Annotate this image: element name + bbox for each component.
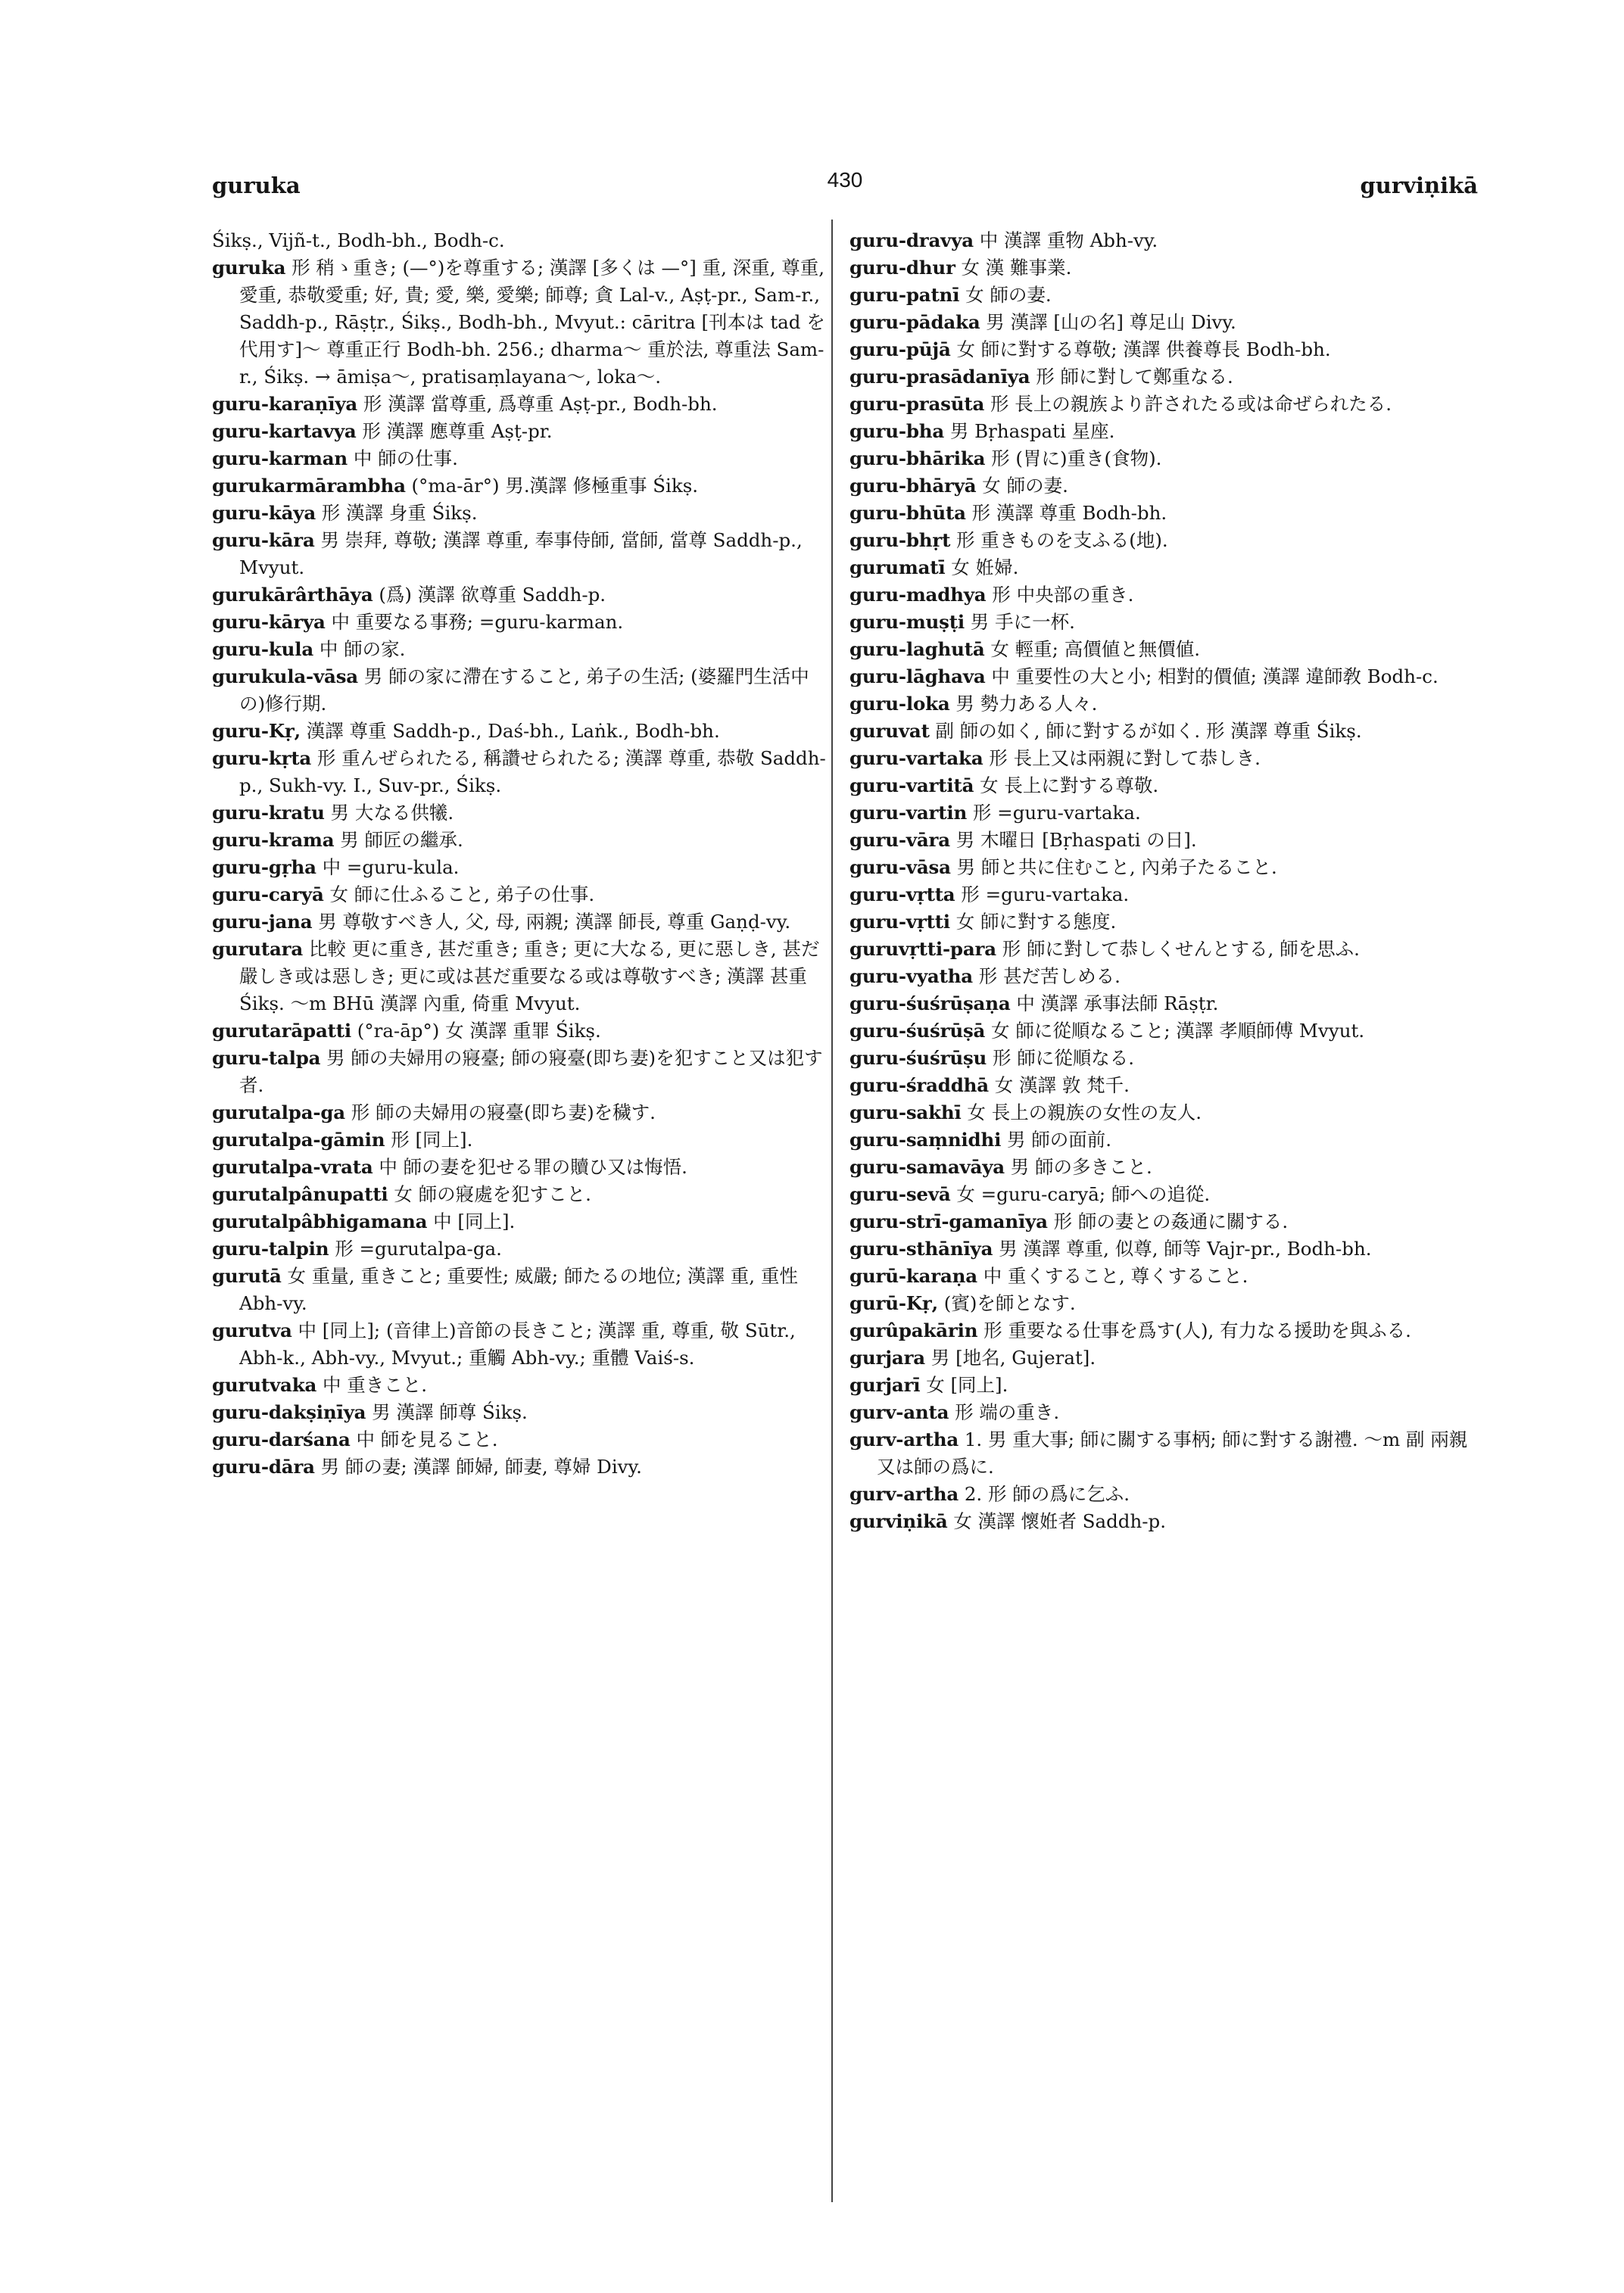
dictionary-entry <box>849 1017 1470 1045</box>
entry-headword: guru-dhur <box>849 257 955 279</box>
entry-headword: guru-dravya <box>849 229 974 251</box>
dictionary-entry <box>212 472 833 500</box>
entry-definition: 形 =guru-vartaka. <box>972 802 1141 824</box>
dictionary-entry <box>212 1426 833 1453</box>
dictionary-entry <box>212 1453 833 1481</box>
dictionary-entry <box>212 391 833 418</box>
entry-headword: guru-kāya <box>212 502 316 524</box>
dictionary-entry <box>849 1426 1470 1481</box>
entry-definition: 中 重くすること, 尊くすること. <box>983 1265 1248 1287</box>
entry-headword: guru-vartin <box>849 802 968 824</box>
entry-headword: gurjara <box>849 1347 925 1369</box>
entry-headword: gurv-anta <box>849 1401 949 1423</box>
entry-definition: 中 重要なる事務; =guru-karman. <box>331 611 624 633</box>
entry-definition: 形 長上又は兩親に對して恭しき. <box>989 747 1261 769</box>
entry-definition: 形 中央部の重き. <box>992 584 1134 606</box>
entry-definition: 形 =guru-vartaka. <box>961 883 1130 905</box>
entry-headword: gurutarāpatti <box>212 1020 351 1042</box>
entry-headword: guru-kula <box>212 638 314 660</box>
dictionary-entry <box>212 1263 833 1317</box>
entry-definition: 女 師に對する態度. <box>955 911 1117 933</box>
entry-headword: guru-dakṣiṇīya <box>212 1401 366 1423</box>
entry-definition: (°ra-āp°) 女 漢譯 重罪 Śikṣ. <box>357 1020 601 1042</box>
entry-definition: 中 師を見ること. <box>356 1428 498 1450</box>
entry-definition: 形 重んぜられたる, 稱讚せられたる; 漢譯 尊重, 恭敬 Saddh-p., Sukh-vy. I., Suv-pr., Śikṣ. <box>239 747 826 796</box>
dictionary-entry <box>849 772 1470 799</box>
entry-definition: 女 師の寢處を犯すこと. <box>394 1183 591 1205</box>
dictionary-entry <box>849 1072 1470 1099</box>
entry-definition: 男 師の夫婦用の寢臺; 師の寢臺(即ち妻)を犯すこと又は犯す者. <box>239 1047 823 1096</box>
dictionary-entry <box>849 854 1470 881</box>
entry-definition: (爲) 漢譯 欲尊重 Saddh-p. <box>379 584 606 606</box>
entry-headword: guru-śuśrūṣaṇa <box>849 992 1011 1014</box>
entry-definition: 形 (胃に)重き(食物). <box>991 447 1162 469</box>
dictionary-entry <box>212 908 833 936</box>
entry-definition: 形 重要なる仕事を爲す(人), 有力なる援助を與ふる. <box>983 1319 1411 1341</box>
dictionary-entry <box>849 309 1470 336</box>
entry-headword: guru-samavāya <box>849 1156 1005 1178</box>
dictionary-entry <box>212 1372 833 1399</box>
entry-headword: guru-pūjā <box>849 338 951 360</box>
entry-headword: guru-madhya <box>849 584 987 606</box>
dictionary-entry <box>212 609 833 636</box>
entry-headword: guru-muṣṭi <box>849 611 965 633</box>
entry-headword: guru-pādaka <box>849 311 980 333</box>
dictionary-entry <box>849 827 1470 854</box>
dictionary-entry <box>212 1154 833 1181</box>
dictionary-entry <box>849 1235 1470 1263</box>
entry-headword: guru-vyatha <box>849 965 973 987</box>
entry-definition: (賓)を師となす. <box>943 1292 1076 1314</box>
entry-headword: guru-bhārika <box>849 447 986 469</box>
entry-headword: guru-laghutā <box>849 638 985 660</box>
entry-headword: guru-gṛha <box>212 856 316 878</box>
entry-definition: 形 師に對して鄭重なる. <box>1036 366 1233 388</box>
entry-headword: guru-talpin <box>212 1238 329 1260</box>
entry-definition: 男 漢譯 [山の名] 尊足山 Divy. <box>986 311 1236 333</box>
entry-definition: 女 長上に對する尊敬. <box>980 774 1159 796</box>
entry-definition: 中 師の妻を犯せる罪の贖ひ又は悔悟. <box>379 1156 687 1178</box>
entry-headword: guru-vāra <box>849 829 950 851</box>
dictionary-entry <box>849 1399 1470 1426</box>
right-column <box>849 227 1470 1535</box>
entry-definition: 形 師に對して恭しくせんとする, 師を思ふ. <box>1002 938 1360 960</box>
dictionary-entry <box>849 391 1470 418</box>
entry-headword: gurutalpa-vrata <box>212 1156 373 1178</box>
entry-definition: 男 師の家に滯在すること, 弟子の生活; (婆羅門生活中の)修行期. <box>239 665 809 715</box>
entry-headword: guru-vṛtti <box>849 911 950 933</box>
dictionary-entry <box>849 1181 1470 1208</box>
entry-headword: guru-dāra <box>212 1456 315 1478</box>
dictionary-entry <box>849 636 1470 663</box>
entry-definition: 男 崇拜, 尊敬; 漢譯 尊重, 奉事侍師, 當師, 當尊 Saddh-p., Mvyut. <box>239 529 803 578</box>
dictionary-entry <box>212 881 833 908</box>
dictionary-entry <box>212 418 833 445</box>
page-header <box>212 168 1478 203</box>
dictionary-entry <box>212 527 833 581</box>
dictionary-entry <box>849 1208 1470 1235</box>
entry-definition: 女 師に從順なること; 漢譯 孝順師傅 Mvyut. <box>991 1020 1365 1042</box>
dictionary-entry <box>849 609 1470 636</box>
dictionary-entry <box>849 690 1470 718</box>
dictionary-entry <box>849 1344 1470 1372</box>
entry-definition: 中 漢譯 重物 Abh-vy. <box>979 229 1158 251</box>
entry-definition: 女 [同上]. <box>926 1374 1008 1396</box>
dictionary-entry <box>849 663 1470 690</box>
entry-definition: 男 勢力ある人々. <box>955 693 1098 715</box>
entry-definition: 女 漢譯 懷姙者 Saddh-p. <box>953 1510 1167 1532</box>
entry-headword: guru-sthānīya <box>849 1238 993 1260</box>
entry-headword: guru-sevā <box>849 1183 951 1205</box>
dictionary-entry <box>849 254 1470 282</box>
entry-headword: gurjarī <box>849 1374 921 1396</box>
entry-definition: (°ma-ār°) 男.漢譯 修極重事 Śikṣ. <box>411 475 699 497</box>
dictionary-entry <box>849 745 1470 772</box>
dictionary-entry <box>212 1181 833 1208</box>
entry-definition: 中 師の仕事. <box>353 447 458 469</box>
entry-definition: 女 長上の親族の女性の友人. <box>967 1101 1202 1123</box>
dictionary-entry <box>212 936 833 1017</box>
entry-definition: 中 師の家. <box>319 638 406 660</box>
entry-definition: 中 [同上]. <box>433 1210 516 1232</box>
entry-definition: 男 師の多きこと. <box>1010 1156 1152 1178</box>
dictionary-entry <box>212 827 833 854</box>
entry-definition: 中 [同上]; (音律上)音節の長きこと; 漢譯 重, 尊重, 敬 Sūtr., Abh-k., Abh-vy., Mvyut.; 重觸 Abh-vy.; 重體 Vaiś-s. <box>239 1319 796 1369</box>
entry-headword: gurū-Kṛ, <box>849 1292 938 1314</box>
dictionary-entry <box>212 500 833 527</box>
dictionary-entry <box>849 1317 1470 1344</box>
entry-headword: guru-strī-gamanīya <box>849 1210 1048 1232</box>
dictionary-entry <box>849 581 1470 609</box>
dictionary-entry <box>849 1045 1470 1072</box>
dictionary-entry <box>849 990 1470 1017</box>
dictionary-entry <box>212 1126 833 1154</box>
entry-definition: 形 =gurutalpa-ga. <box>335 1238 502 1260</box>
dictionary-entry <box>849 363 1470 391</box>
entry-headword: guru-kārya <box>212 611 326 633</box>
dictionary-entry <box>212 799 833 827</box>
entry-headword: guru-vartitā <box>849 774 974 796</box>
entry-definition: 副 師の如く, 師に對するが如く. 形 漢譯 尊重 Śikṣ. <box>935 720 1362 742</box>
dictionary-entry <box>849 799 1470 827</box>
entry-definition: 男 師と共に住むこと, 內弟子たること. <box>956 856 1277 878</box>
dictionary-entry <box>849 227 1470 254</box>
entry-definition: 中 漢譯 承事法師 Rāṣṭr. <box>1016 992 1219 1014</box>
entry-definition: 形 重きものを支ふる(地). <box>956 529 1168 551</box>
entry-headword: guru-talpa <box>212 1047 321 1069</box>
entry-headword: guru-Kṛ, <box>212 720 301 742</box>
entry-headword: guru-bha <box>849 420 945 442</box>
entry-definition: 女 師の妻. <box>965 284 1052 306</box>
entry-definition: 形 [同上]. <box>391 1129 473 1151</box>
entry-definition: 形 師の夫婦用の寢臺(即ち妻)を穢す. <box>351 1101 656 1123</box>
entry-headword: guru-śuśrūṣu <box>849 1047 987 1069</box>
dictionary-entry <box>849 1099 1470 1126</box>
entry-definition: 女 姙婦. <box>951 556 1019 578</box>
entry-headword: guru-kratu <box>212 802 325 824</box>
entry-headword: guru-bhṛt <box>849 529 951 551</box>
entry-headword: guru-prasūta <box>849 393 985 415</box>
entry-definition: 男 師の妻; 漢譯 師婦, 師妻, 尊婦 Divy. <box>320 1456 642 1478</box>
entry-definition: 形 師の妻との姦通に關する. <box>1053 1210 1289 1232</box>
dictionary-entry <box>849 527 1470 554</box>
dictionary-entry <box>849 936 1470 963</box>
entry-definition: 2. 形 師の爲に乞ふ. <box>964 1483 1130 1505</box>
entry-headword: gurumatī <box>849 556 946 578</box>
entry-headword: guru-caryā <box>212 883 324 905</box>
entry-headword: guru-saṃnidhi <box>849 1129 1002 1151</box>
entry-headword: gurutalpa-ga <box>212 1101 345 1123</box>
entry-headword: guru-lāghava <box>849 665 986 687</box>
entry-definition: 形 長上の親族より許されたる或は命ぜられたる. <box>990 393 1392 415</box>
entry-headword: guru-sakhī <box>849 1101 962 1123</box>
entry-headword: gurutva <box>212 1319 292 1341</box>
dictionary-entry <box>212 718 833 745</box>
entry-headword: guruka <box>212 257 286 279</box>
entry-definition: 男 尊敬すべき人, 父, 母, 兩親; 漢譯 師長, 尊重 Gaṇḍ-vy. <box>318 911 791 933</box>
entry-headword: guru-krama <box>212 829 335 851</box>
entry-headword: gurv-artha <box>849 1483 959 1505</box>
entry-definition: 1. 男 重大事; 師に關する事柄; 師に對する謝禮. ～m 副 兩親又は師の爲に. <box>877 1428 1468 1478</box>
entry-definition: 女 重量, 重きこと; 重要性; 威嚴; 師たるの地位; 漢譯 重, 重性 Abh-vy. <box>239 1265 798 1314</box>
entry-headword: guru-darśana <box>212 1428 351 1450</box>
entry-headword: gurutalpa-gāmin <box>212 1129 385 1151</box>
dictionary-entry <box>849 282 1470 309</box>
entry-headword: guru-śraddhā <box>849 1074 989 1096</box>
dictionary-entry <box>212 254 833 391</box>
dictionary-entry <box>849 1126 1470 1154</box>
entry-definition: Śikṣ., Vijñ-t., Bodh-bh., Bodh-c. <box>212 229 505 251</box>
entry-headword: guru-kṛta <box>212 747 312 769</box>
entry-definition: 女 輕重; 高價値と無價値. <box>990 638 1200 660</box>
entry-definition: 男 師匠の繼承. <box>340 829 463 851</box>
entry-definition: 男 漢譯 尊重, 似尊, 師等 Vajr-pr., Bodh-bh. <box>999 1238 1372 1260</box>
dictionary-entry <box>849 881 1470 908</box>
entry-headword: gurutā <box>212 1265 282 1287</box>
entry-headword: guruvat <box>849 720 930 742</box>
entry-headword: gurûpakārin <box>849 1319 978 1341</box>
dictionary-entry <box>849 718 1470 745</box>
entry-definition: 形 稍ゝ重き; (—°)を尊重する; 漢譯 [多くは —°] 重, 深重, 尊重, 愛重, 恭敬愛重; 好, 貴; 愛, 樂, 愛樂; 師尊; 貪 Lal-v., Aṣṭ-pr., Sam-r., Saddh-p., Rāṣṭr., Śikṣ., Bodh-bh., Mvyut.: cāritra [刊本は tad を代用す]～ 尊重正行 Bodh-bh. 256.; dharma～ 重於法, 尊重法 Sam-r., Śikṣ. → āmiṣa～, pratisaṃlayana～, loka～. <box>239 257 825 388</box>
entry-definition: 男 師の面前. <box>1007 1129 1112 1151</box>
dictionary-entry <box>212 1235 833 1263</box>
entry-definition: 中 重要性の大と小; 相對的價値; 漢譯 違師敎 Bodh-c. <box>991 665 1439 687</box>
entry-headword: guru-śuśrūṣā <box>849 1020 986 1042</box>
dictionary-entry <box>212 1045 833 1099</box>
dictionary-entry <box>212 854 833 881</box>
entry-headword: gurukārârthāya <box>212 584 373 606</box>
entry-headword: guru-prasādanīya <box>849 366 1030 388</box>
entry-headword: gurv-artha <box>849 1428 959 1450</box>
entry-definition: 男 手に一杯. <box>970 611 1075 633</box>
entry-definition: 形 師に從順なる. <box>992 1047 1135 1069</box>
dictionary-entry <box>212 636 833 663</box>
entry-headword: guru-kartavya <box>212 420 357 442</box>
dictionary-entry <box>212 1099 833 1126</box>
entry-definition: 女 漢譯 敦 梵千. <box>994 1074 1130 1096</box>
entry-definition: 男 木曜日 [Bṛhaspati の日]. <box>955 829 1197 851</box>
entry-headword: gurū-karaṇa <box>849 1265 977 1287</box>
entry-headword: guru-bhāryā <box>849 475 977 497</box>
entry-headword: gurviṇikā <box>849 1510 948 1532</box>
entry-headword: guru-karaṇīya <box>212 393 358 415</box>
dictionary-entry <box>212 1208 833 1235</box>
dictionary-entry <box>849 1154 1470 1181</box>
entry-headword: guruvṛtti-para <box>849 938 996 960</box>
entry-definition: 形 甚だ苦しめる. <box>978 965 1121 987</box>
entry-definition: 女 漢 難事業. <box>961 257 1072 279</box>
entry-headword: gurutalpânupatti <box>212 1183 388 1205</box>
entry-definition: 形 漢譯 身重 Śikṣ. <box>321 502 478 524</box>
running-head-right: gurviṇikā <box>1360 173 1478 198</box>
dictionary-entry <box>212 581 833 609</box>
entry-headword: guru-vāsa <box>849 856 951 878</box>
entry-headword: guru-vṛtta <box>849 883 955 905</box>
entry-definition: 形 漢譯 應尊重 Aṣṭ-pr. <box>362 420 553 442</box>
entry-definition: 形 漢譯 當尊重, 爲尊重 Aṣṭ-pr., Bodh-bh. <box>363 393 718 415</box>
entry-headword: guru-loka <box>849 693 950 715</box>
dictionary-entry <box>849 1290 1470 1317</box>
dictionary-entry <box>849 963 1470 990</box>
entry-definition: 男 大なる供犧. <box>330 802 454 824</box>
dictionary-entry <box>849 472 1470 500</box>
entry-definition: 形 漢譯 尊重 Bodh-bh. <box>971 502 1167 524</box>
entry-headword: guru-jana <box>212 911 313 933</box>
entry-headword: guru-kāra <box>212 529 315 551</box>
dictionary-entry <box>849 336 1470 363</box>
entry-headword: guru-karman <box>212 447 348 469</box>
dictionary-entry <box>849 1508 1470 1535</box>
entry-headword: gurutvaka <box>212 1374 317 1396</box>
dictionary-entry <box>849 1263 1470 1290</box>
entry-headword: guru-bhūta <box>849 502 966 524</box>
entry-definition: 形 端の重き. <box>955 1401 1060 1423</box>
entry-definition: 男 Bṛhaspati 星座. <box>949 420 1115 442</box>
dictionary-entry <box>849 908 1470 936</box>
entry-definition: 比較 更に重き, 甚だ重き; 重き; 更に大なる, 更に惡しき, 甚だ嚴しき或は惡しき; 更に或は甚だ重要なる或は尊敬すべき; 漢譯 甚重 Śikṣ. ～m BHū 漢譯 內重, 倚重 Mvyut. <box>239 938 820 1014</box>
dictionary-entry <box>849 1372 1470 1399</box>
dictionary-entry <box>212 1399 833 1426</box>
dictionary-entry <box>849 554 1470 581</box>
entry-definition: 男 [地名, Gujerat]. <box>930 1347 1096 1369</box>
entry-headword: gurutara <box>212 938 304 960</box>
dictionary-entry <box>212 1017 833 1045</box>
dictionary-entry <box>212 745 833 799</box>
entry-headword: gurutalpâbhigamana <box>212 1210 428 1232</box>
entry-definition: 女 師に對する尊敬; 漢譯 供養尊長 Bodh-bh. <box>956 338 1331 360</box>
entry-definition: 中 =guru-kula. <box>322 856 460 878</box>
entry-headword: guru-patnī <box>849 284 960 306</box>
entry-definition: 女 師の妻. <box>982 475 1068 497</box>
entry-definition: 女 =guru-caryā; 師への追從. <box>956 1183 1211 1205</box>
entry-definition: 女 師に仕ふること, 弟子の仕事. <box>329 883 595 905</box>
page-number: 430 <box>827 168 863 192</box>
entry-definition: 漢譯 尊重 Saddh-p., Daś-bh., Laṅk., Bodh-bh. <box>306 720 720 742</box>
dictionary-entry <box>212 227 833 254</box>
entry-headword: gurukula-vāsa <box>212 665 358 687</box>
entry-definition: 男 漢譯 師尊 Śikṣ. <box>372 1401 528 1423</box>
dictionary-entry <box>212 445 833 472</box>
dictionary-entry <box>212 1317 833 1372</box>
dictionary-entry <box>849 445 1470 472</box>
dictionary-entry <box>849 1481 1470 1508</box>
left-column <box>212 227 833 1481</box>
dictionary-entry <box>212 663 833 718</box>
dictionary-entry <box>849 500 1470 527</box>
dictionary-entry <box>849 418 1470 445</box>
entry-definition: 中 重きこと. <box>322 1374 428 1396</box>
entry-headword: gurukarmārambha <box>212 475 406 497</box>
running-head-left: guruka <box>212 173 301 198</box>
entry-headword: guru-vartaka <box>849 747 983 769</box>
